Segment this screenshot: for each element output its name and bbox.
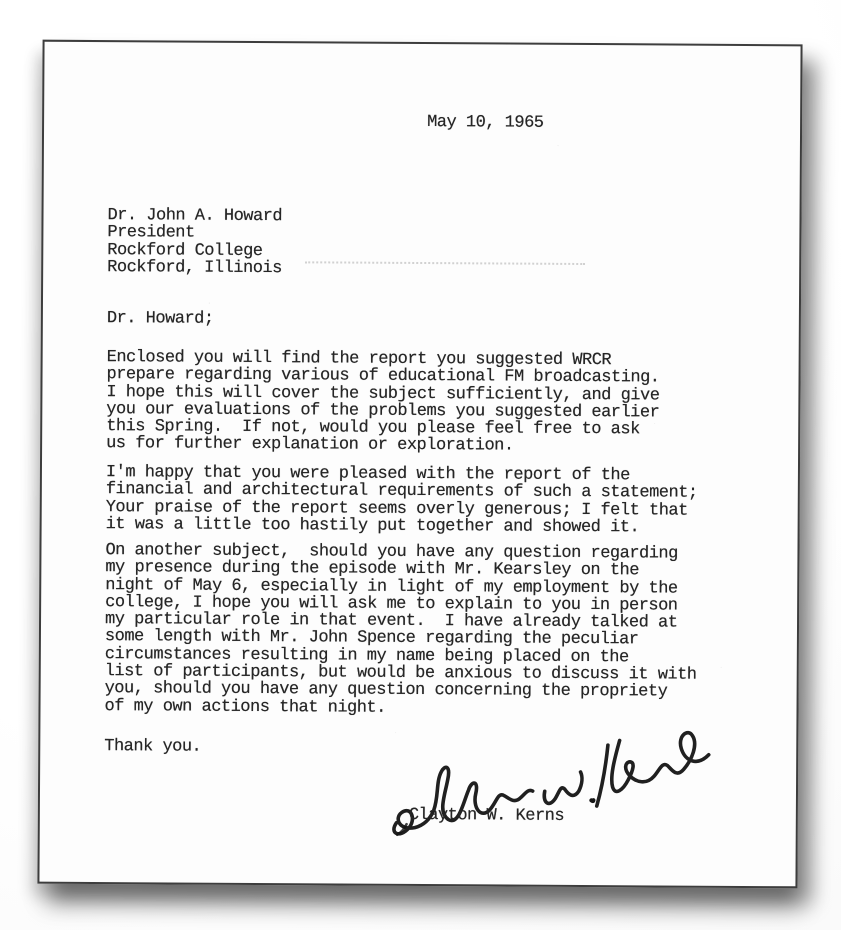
- letter-page: [37, 40, 802, 889]
- body-paragraph-3: On another subject, should you have any question regarding my presence during the episode with Mr. Kearsley on the night of May 6, especially in light of my employment by the college, I hope you will ask me to explain to you in person my particular role in that event. I have already talked at some length with Mr. John Spence regarding the peculiar circumstances resulting in my name being placed on the list of participants, but would be anxious to discuss it with you, should you have any question concerning the propriety of my own actions that night.: [104, 541, 697, 718]
- typed-signature-name: Clayton W. Kerns: [408, 805, 565, 826]
- salutation: Dr. Howard;: [106, 309, 214, 329]
- body-paragraph-2: I'm happy that you were pleased with the report of the financial and architectural requirements of such a statement; Your praise of the report seems overly generous; I felt that it was a little too hastily put together and showed it.: [105, 463, 698, 538]
- scan-artifact-dots: [305, 251, 585, 265]
- letter-date: May 10, 1965: [427, 113, 544, 133]
- recipient-address-block: Dr. John A. Howard President Rockford College Rockford, Illinois: [107, 206, 283, 279]
- body-paragraph-1: Enclosed you will find the report you suggested WRCR prepare regarding various of educational FM broadcasting. I hope this will cover the subject sufficiently, and give you our evaluations of the problems you suggested earlier this Spring. If not, would you please feel free to ask us for further explanation or exploration.: [106, 348, 660, 457]
- closing-line: Thank you.: [104, 737, 202, 757]
